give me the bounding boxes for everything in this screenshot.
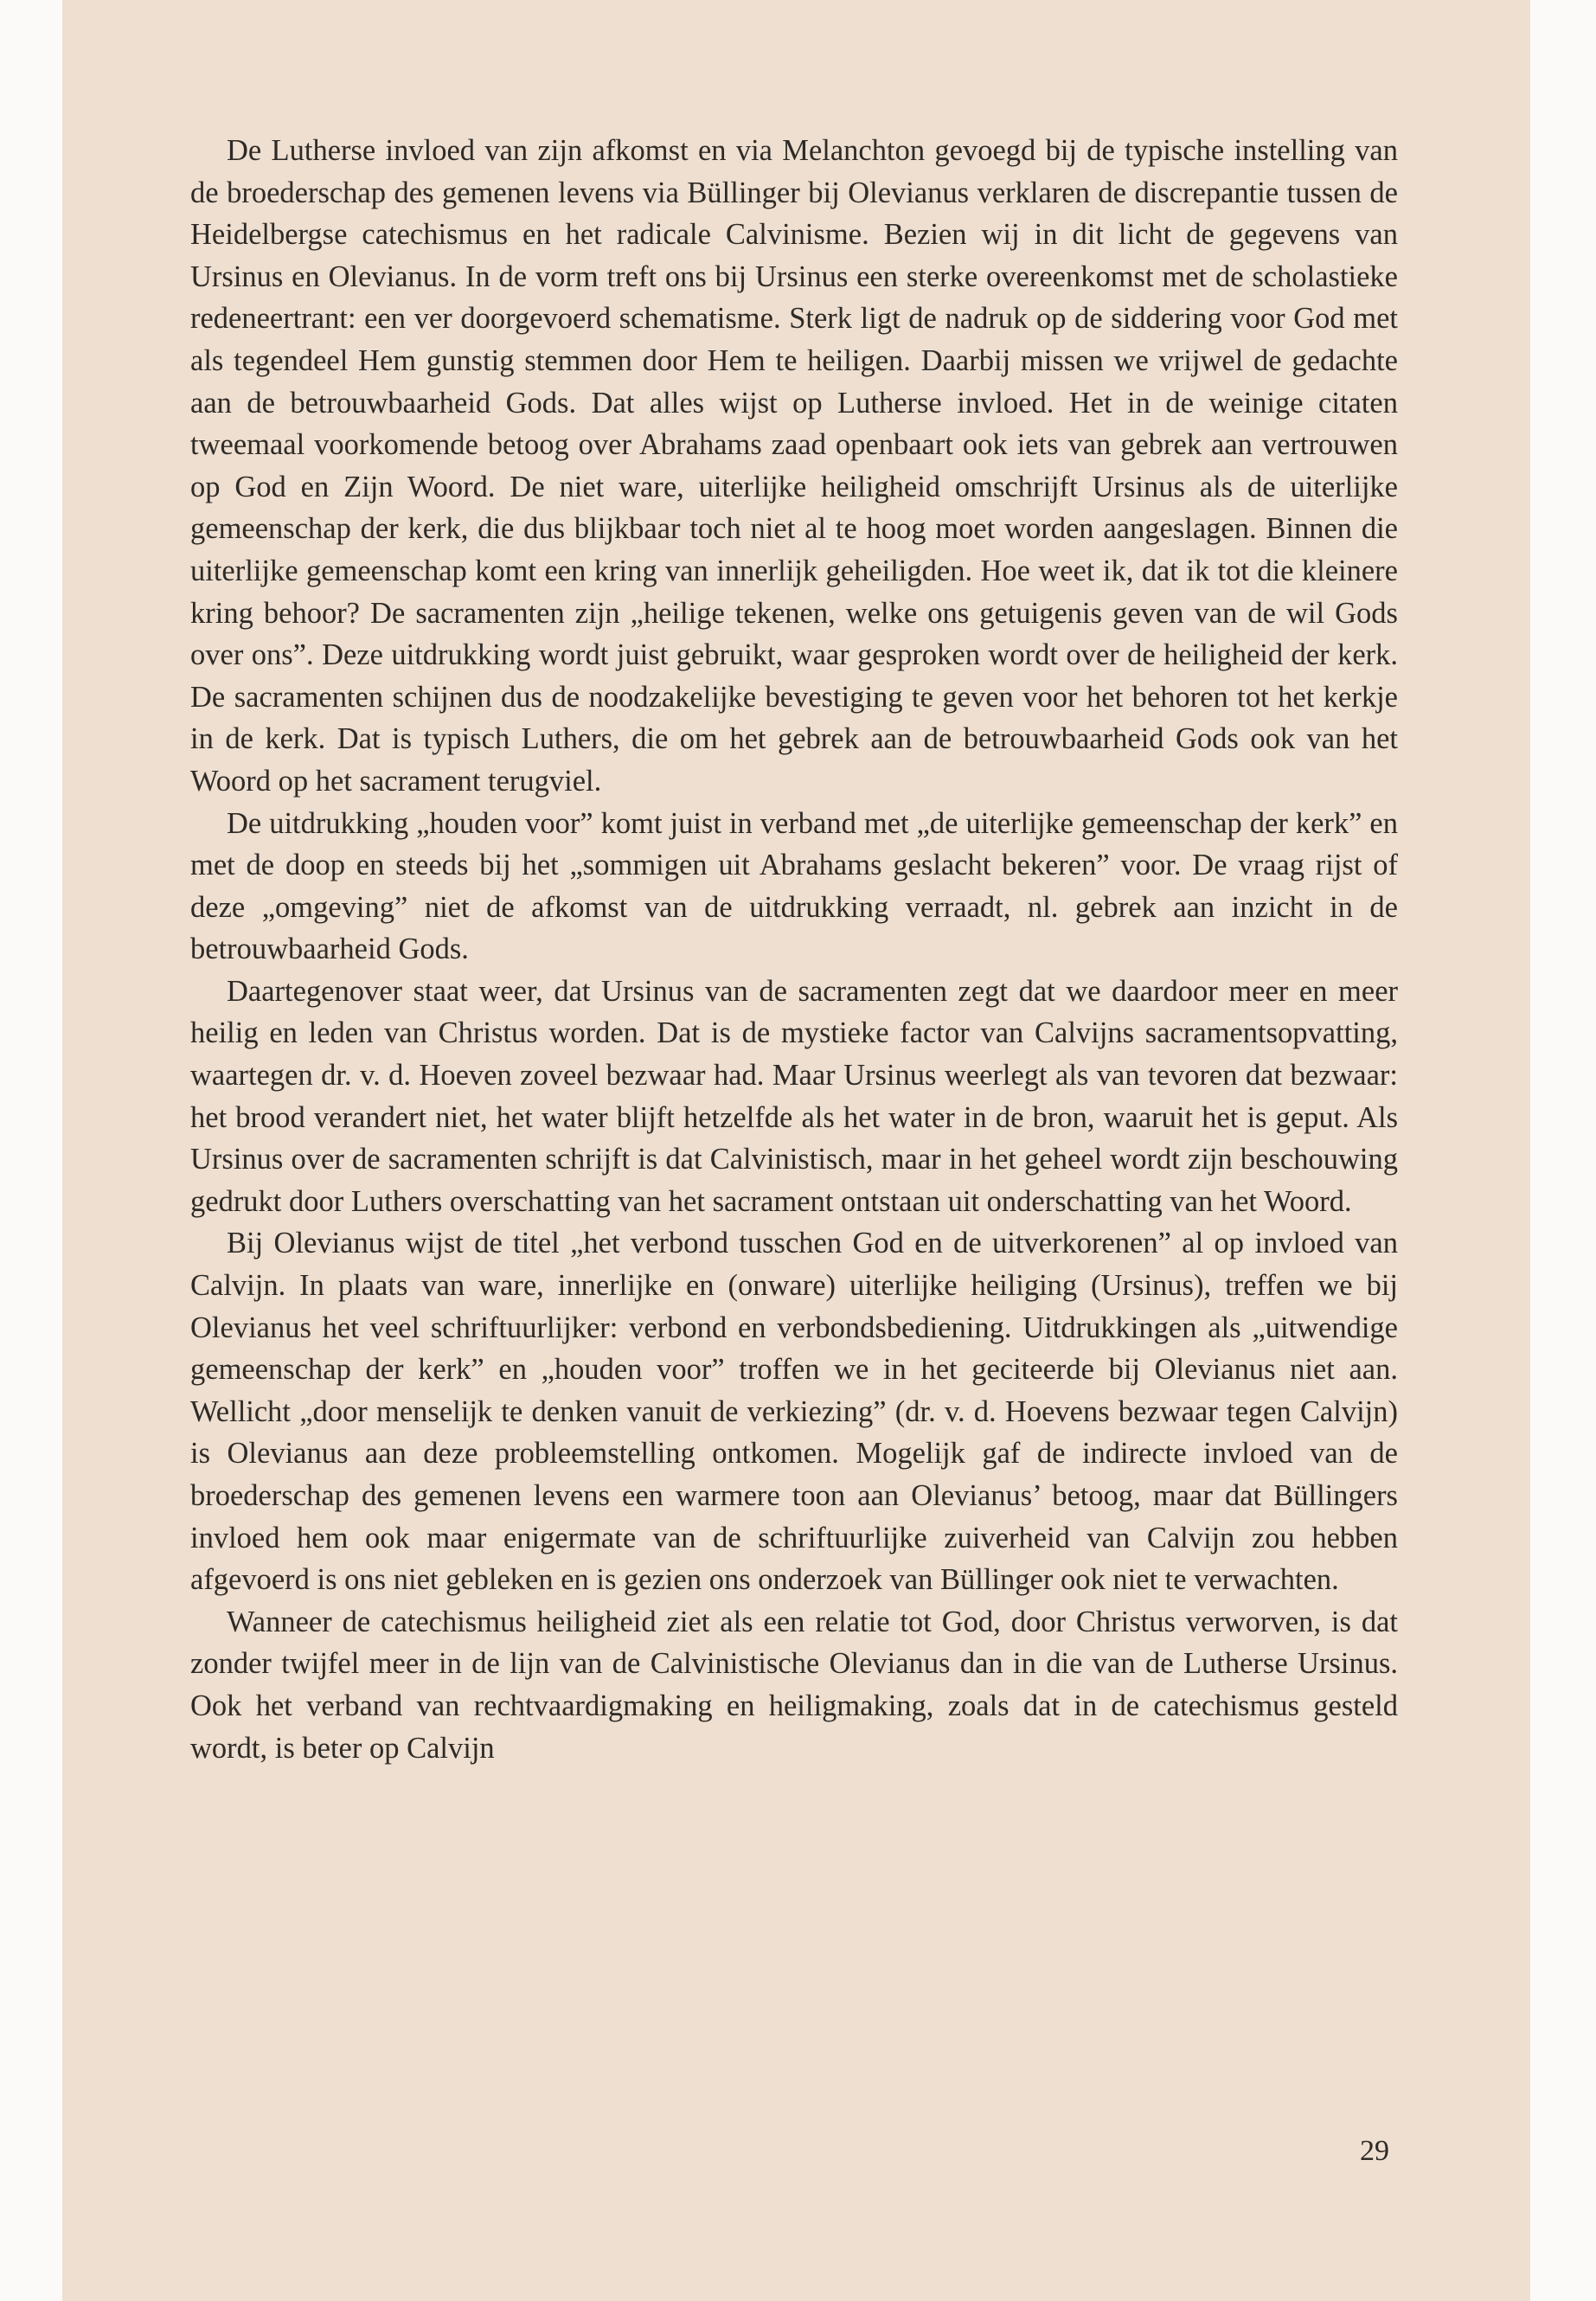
book-page: [62, 0, 1530, 2301]
paragraph-5: Wanneer de catechismus heiligheid ziet als een relatie tot God, door Christus verworven, is dat zonder twijfel meer in de lijn van de Calvinistische Olevianus dan in die van de Lutherse Ursinus. Ook het verband van rechtvaardigmaking en heiligmaking, zoals dat in de catechismus gesteld wordt, is beter op Calvijn: [190, 1605, 1398, 1765]
paragraph-3: Daartegenover staat weer, dat Ursinus van de sacramenten zegt dat we daardoor meer en meer heilig en leden van Christus worden. Dat is de mystieke factor van Calvijns sacramentsopvatting, waartegen dr. v. d. Hoeven zoveel bezwaar had. Maar Ursinus weerlegt als van tevoren dat bezwaar: het brood verandert niet, het water blijft hetzelfde als het water in de bron, waaruit het is geput. Als Ursinus over de sacramenten schrijft is dat Calvinistisch, maar in het geheel wordt zijn beschouwing gedrukt door Luthers overschatting van het sacrament ontstaan uit onderschatting van het Woord.: [190, 974, 1398, 1218]
paragraph-4: Bij Olevianus wijst de titel „het verbond tusschen God en de uitverkorenen” al op invloed van Calvijn. In plaats van ware, innerlijke en (onware) uiterlijke heiliging (Ursinus), treffen we bij Olevianus het veel schriftuurlijker: verbond en verbondsbediening. Uitdrukkingen als „uitwendige gemeenschap der kerk” en „houden voor” troffen we in het geciteerde bij Olevianus niet aan. Wellicht „door menselijk te denken vanuit de verkiezing” (dr. v. d. Hoevens bezwaar tegen Calvijn) is Olevianus aan deze probleemstelling ontkomen. Mogelijk gaf de indirecte invloed van de broederschap des gemenen levens een warmere toon aan Olevianus’ betoog, maar dat Büllingers invloed hem ook maar enigermate van de schriftuurlijke zuiverheid van Calvijn zou hebben afgevoerd is ons niet gebleken en is gezien ons onderzoek van Büllinger ook niet te verwachten.: [190, 1227, 1398, 1597]
paragraph-1: De Lutherse invloed van zijn afkomst en via Melanchton gevoegd bij de typische instelling van de broederschap des gemenen levens via Büllinger bij Olevianus verklaren de discrepantie tussen de Heidelbergse catechismus en het radicale Calvinisme. Bezien wij in dit licht de gegevens van Ursinus en Olevianus. In de vorm treft ons bij Ursinus een sterke overeenkomst met de scholastieke redeneertrant: een ver doorgevoerd schematisme. Sterk ligt de nadruk op de siddering voor God met als tegendeel Hem gunstig stemmen door Hem te heiligen. Daarbij missen we vrijwel de gedachte aan de betrouwbaarheid Gods. Dat alles wijst op Lutherse invloed. Het in de weinige citaten tweemaal voorkomende betoog over Abrahams zaad openbaart ook iets van gebrek aan vertrouwen op God en Zijn Woord. De niet ware, uiterlijke heiligheid omschrijft Ursinus als de uiterlijke gemeenschap der kerk, die dus blijkbaar toch niet al te hoog moet worden aangeslagen. Binnen die uiterlijke gemeenschap komt een kring van innerlijk geheiligden. Hoe weet ik, dat ik tot die kleinere kring behoor? De sacramenten zijn „heilige tekenen, welke ons getuigenis geven van de wil Gods over ons”. Deze uitdrukking wordt juist gebruikt, waar gesproken wordt over de heiligheid der kerk. De sacramenten schijnen dus de noodzakelijke bevestiging te geven voor het behoren tot het kerkje in de kerk. Dat is typisch Luthers, die om het gebrek aan de betrouwbaarheid Gods ook van het Woord op het sacrament terugviel.: [190, 134, 1398, 798]
paragraph-2: De uitdrukking „houden voor” komt juist in verband met „de uiterlijke gemeenschap der kerk” en met de doop en steeds bij het „sommigen uit Abrahams geslacht bekeren” voor. De vraag rijst of deze „omgeving” niet de afkomst van de uitdrukking verraadt, nl. gebrek aan inzicht in de betrouwbaarheid Gods.: [190, 806, 1398, 966]
body-text: [190, 130, 1398, 1769]
page-number: 29: [1360, 2135, 1389, 2167]
